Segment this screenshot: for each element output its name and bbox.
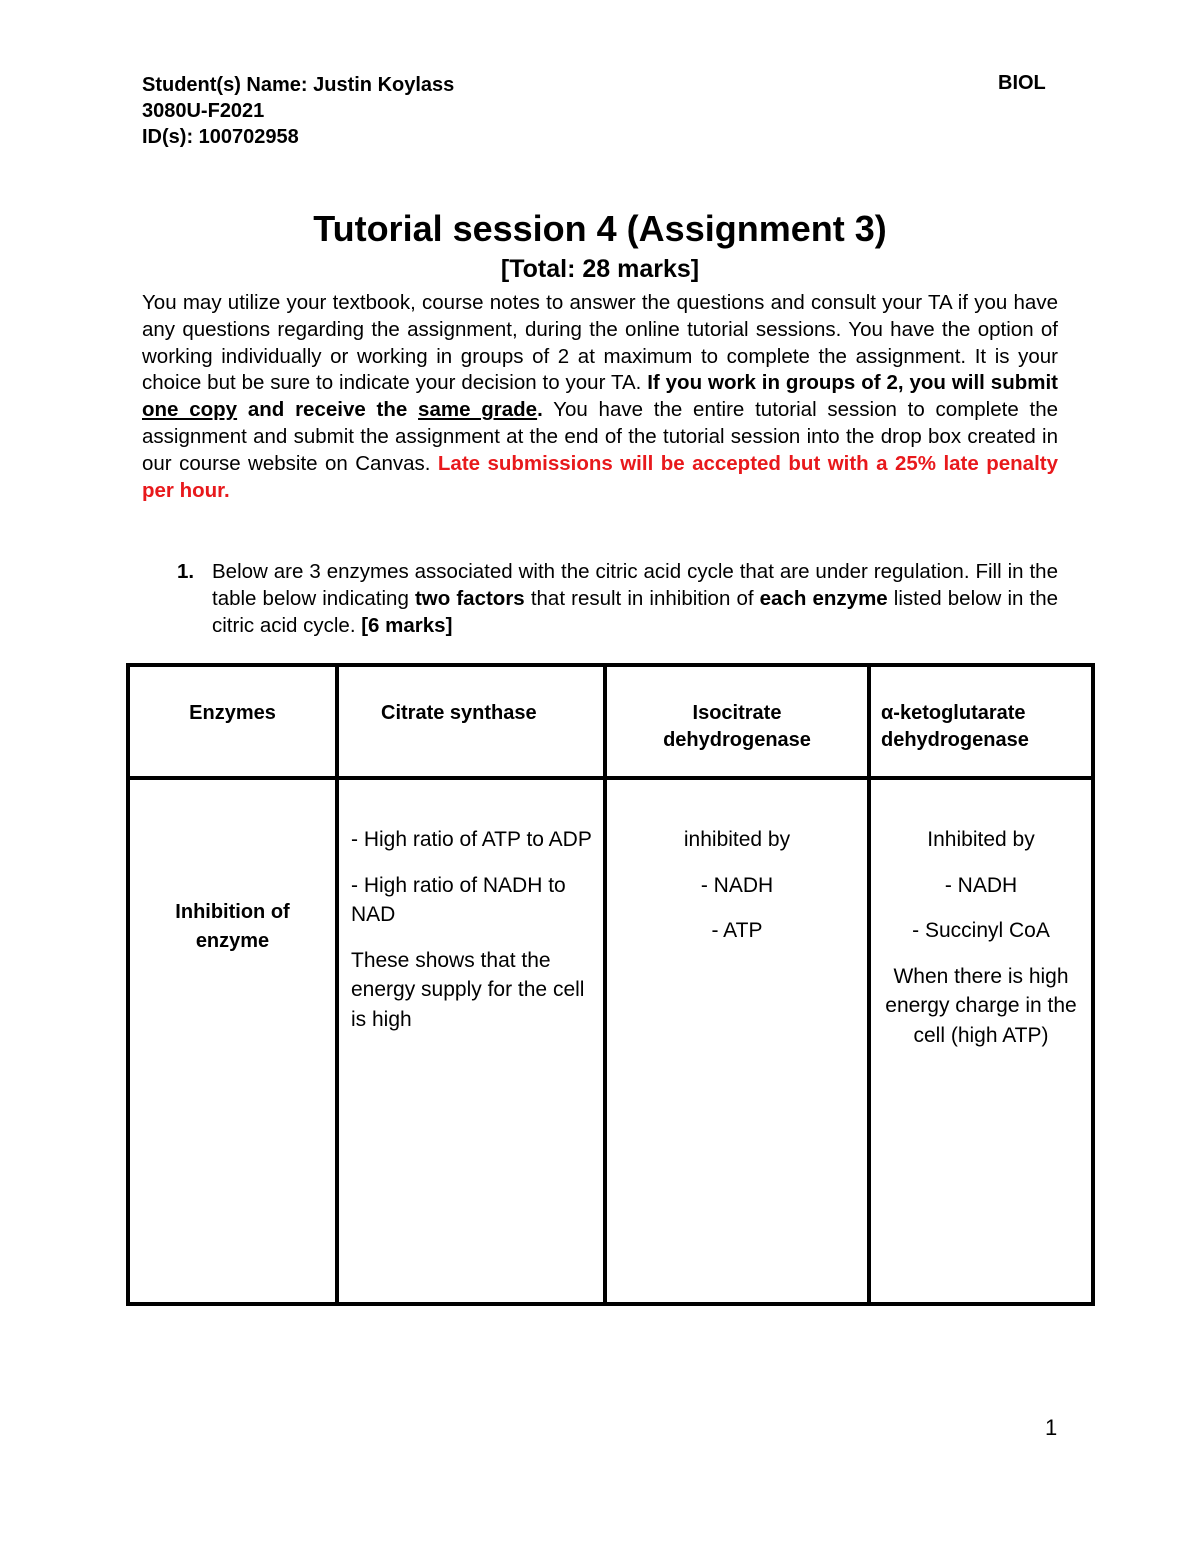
isocitrate-factor-1: - NADH	[700, 873, 774, 897]
course-code: 3080U-F2021	[142, 100, 265, 122]
header-citrate-synthase: Citrate synthase	[337, 665, 605, 778]
q-text-2: that result in inhibition of	[524, 587, 760, 610]
header-isocitrate-dehydrogenase	[605, 665, 869, 778]
akg-heading: Inhibited by	[927, 828, 1035, 851]
q-text-1: Below are 3 enzymes associated with the citric acid cycle that are under regulation. Fill in the table below indicating	[212, 560, 1058, 610]
enzyme-table	[126, 663, 1091, 1306]
intro-underline-1: one copy	[142, 398, 238, 422]
isocitrate-factor-2: - ATP	[711, 919, 763, 942]
total-marks: [Total: 28 marks]	[500, 255, 700, 283]
row-label-inhibition	[128, 778, 337, 1304]
header-akg-text: α-ketoglutarate dehydrogenase	[881, 702, 1029, 751]
q-bold-1: two factors	[414, 587, 525, 610]
header-enzymes: Enzymes	[128, 665, 337, 778]
course-prefix: BIOL	[998, 72, 1046, 94]
q-marks: [6 marks]	[361, 614, 453, 637]
cell-isocitrate-dehydrogenase	[605, 778, 869, 1304]
question-text	[212, 558, 1058, 639]
student-id: ID(s): 100702958	[142, 126, 299, 148]
header-akg-dehydrogenase	[869, 665, 1093, 778]
akg-factor-2: - Succinyl CoA	[912, 919, 1050, 942]
citrate-note: These shows that the energy supply for the cell is high	[351, 948, 585, 1031]
intro-bold-1: If you work in groups of 2, you will submit	[647, 371, 1058, 395]
question-number: 1.	[177, 560, 195, 583]
akg-note: When there is high energy charge in the cell (high ATP)	[885, 964, 1077, 1047]
akg-factor-1: - NADH	[944, 873, 1018, 897]
question-1	[142, 558, 1058, 639]
page-number: 1	[1045, 1415, 1058, 1440]
q-text-3: listed below in the citric acid cycle.	[212, 587, 1059, 637]
cell-citrate-synthase	[337, 778, 605, 1304]
intro-text-1: You may utilize your textbook, course notes to answer the questions and consult your TA if you have any questions regarding the assignment, during the online tutorial sessions. You have the option of working individually or working in groups of 2 at maximum to complete the assignment. It is your choice but be sure to indicate your decision to your TA.	[142, 291, 1058, 395]
student-name: Student(s) Name: Justin Koylass	[142, 74, 455, 96]
header-isocitrate-text: Isocitrate dehydrogenase	[663, 702, 811, 751]
table-header-row	[128, 665, 1093, 778]
citrate-factor-2: - High ratio of NADH to NAD	[351, 873, 566, 926]
late-penalty-notice: Late submissions will be accepted but with a 25% late penalty per hour.	[142, 451, 1058, 502]
page-title: Tutorial session 4 (Assignment 3)	[313, 208, 887, 249]
q-bold-2: each enzyme	[759, 587, 888, 610]
isocitrate-heading: inhibited by	[683, 828, 791, 851]
row-label-text: Inhibition of enzyme	[175, 901, 290, 952]
cell-akg-dehydrogenase	[869, 778, 1093, 1304]
instructions-paragraph	[142, 290, 1058, 504]
intro-bold-2: and receive the	[237, 398, 419, 422]
intro-bold-3: .	[537, 398, 543, 422]
intro-text-2: You have the entire tutorial session to complete the assignment and submit the assignment at the end of the tutorial session into the drop box created in our course website on Canvas.	[142, 398, 1058, 475]
intro-underline-2: same grade	[418, 398, 538, 422]
citrate-factor-1: - High ratio of ATP to ADP	[351, 828, 592, 851]
table-row	[128, 778, 1093, 1304]
